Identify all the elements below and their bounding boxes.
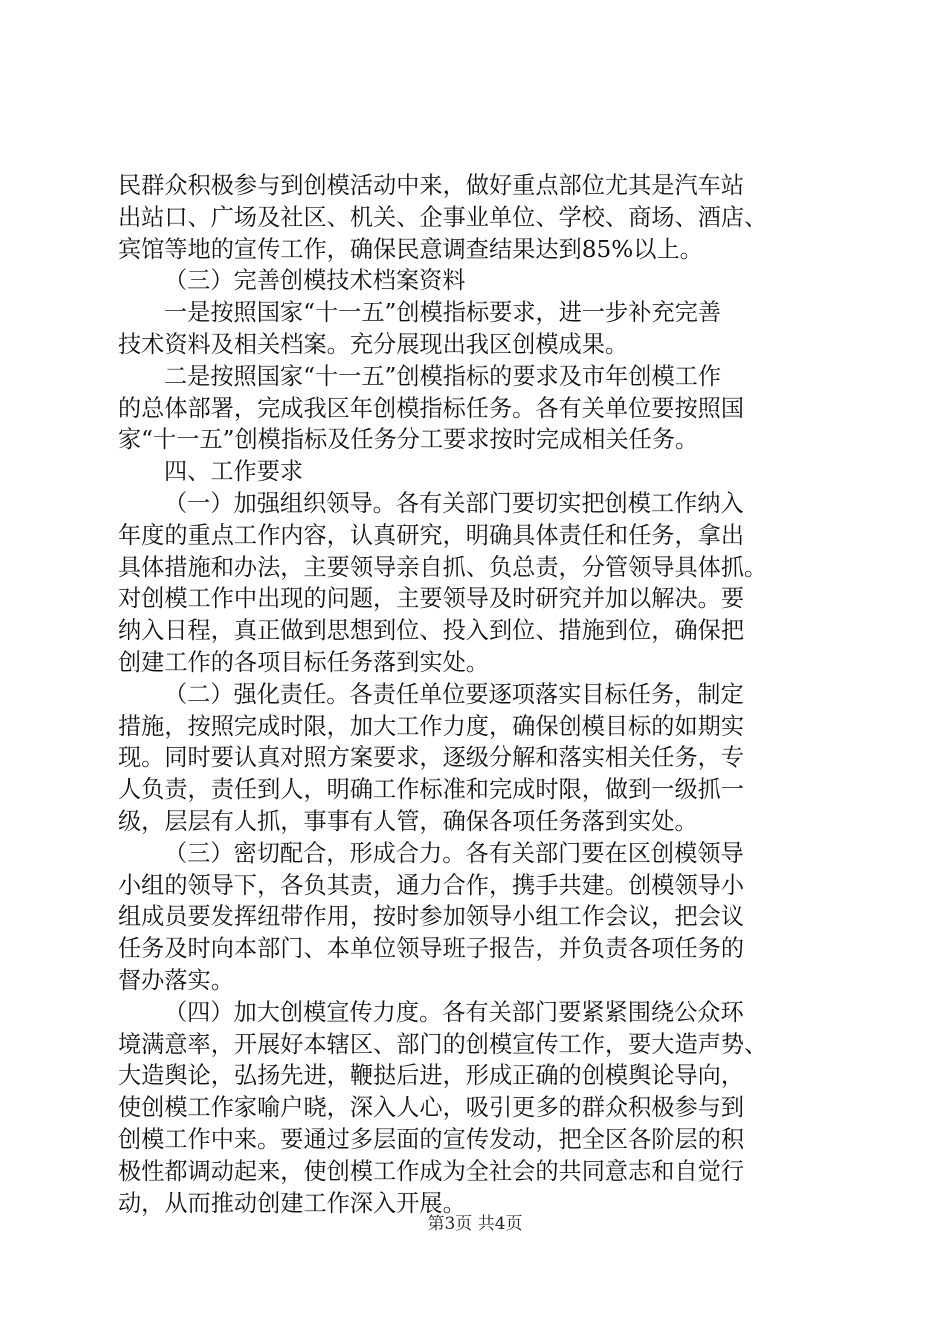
text-line: 年度的重点工作内容，认真研究，明确具体责任和任务，拿出: [118, 521, 745, 549]
text-line: 小组的领导下，各负其责，通力合作，携手共建。创模领导小: [118, 871, 745, 899]
text-line: 二是按照国家“十一五”创模指标的要求及市年创模工作: [164, 362, 722, 390]
text-line: 现。同时要认真对照方案要求，逐级分解和落实相关任务，专: [118, 744, 745, 772]
text-line: （一）加强组织领导。各有关部门要切实把创模工作纳入: [164, 489, 744, 517]
text-line: 措施，按照完成时限，加大工作力度，确保创模目标的如期实: [118, 712, 745, 740]
text-line: 出站口、广场及社区、机关、企事业单位、学校、商场、酒店、: [118, 203, 768, 231]
text-line: 对创模工作中出现的问题，主要领导及时研究并加以解决。要: [118, 585, 745, 613]
text-line: 具体措施和办法，主要领导亲自抓、负总责，分管领导具体抓。: [118, 553, 768, 581]
text-line: 使创模工作家喻户晓，深入人心，吸引更多的群众积极参与到: [118, 1094, 745, 1122]
text-line: 组成员要发挥纽带作用，按时参加领导小组工作会议，把会议: [118, 903, 745, 931]
document-body: [118, 170, 833, 1219]
text-line: 境满意率，开展好本辖区、部门的创模宣传工作，要大造声势、: [118, 1030, 768, 1058]
text-line: 极性都调动起来，使创模工作成为全社会的共同意志和自觉行: [118, 1157, 745, 1185]
text-line: 人负责，责任到人，明确工作标准和完成时限，做到一级抓一: [118, 776, 745, 804]
text-line: 纳入日程，真正做到思想到位、投入到位、措施到位，确保把: [118, 617, 745, 645]
text-line: 任务及时向本部门、本单位领导班子报告，并负责各项任务的: [118, 935, 745, 963]
text-line: 技术资料及相关档案。充分展现出我区创模成果。: [118, 330, 629, 358]
text-line: 大造舆论，弘扬先进，鞭挞后进，形成正确的创模舆论导向，: [118, 1062, 745, 1090]
text-line: （二）强化责任。各责任单位要逐项落实目标任务，制定: [164, 680, 744, 708]
text-line: （三）完善创模技术档案资料: [164, 267, 466, 295]
text-line: 督办落实。: [118, 966, 234, 994]
text-line: 创模工作中来。要通过多层面的宣传发动，把全区各阶层的积: [118, 1125, 745, 1153]
text-line: 的总体部署，完成我区年创模指标任务。各有关单位要按照国: [118, 394, 745, 422]
text-line: 家“十一五”创模指标及任务分工要求按时完成相关任务。: [118, 426, 699, 454]
text-line: 民群众积极参与到创模活动中来，做好重点部位尤其是汽车站: [118, 172, 745, 199]
text-line: （四）加大创模宣传力度。各有关部门要紧紧围绕公众环: [164, 998, 744, 1026]
text-line: 一是按照国家“十一五”创模指标要求，进一步补充完善: [164, 299, 722, 327]
text-line: 动，从而推动创建工作深入开展。: [118, 1189, 466, 1217]
text-line: 宾馆等地的宣传工作，确保民意调查结果达到85%以上。: [118, 235, 703, 263]
text-line: 级，层层有人抓，事事有人管，确保各项任务落到实处。: [118, 807, 698, 835]
text-line: 创建工作的各项目标任务落到实处。: [118, 648, 489, 676]
page-footer: 第3页 共4页: [427, 1214, 523, 1234]
text-line: （三）密切配合，形成合力。各有关部门要在区创模领导: [164, 839, 744, 867]
text-line: 四、工作要求: [164, 458, 304, 486]
